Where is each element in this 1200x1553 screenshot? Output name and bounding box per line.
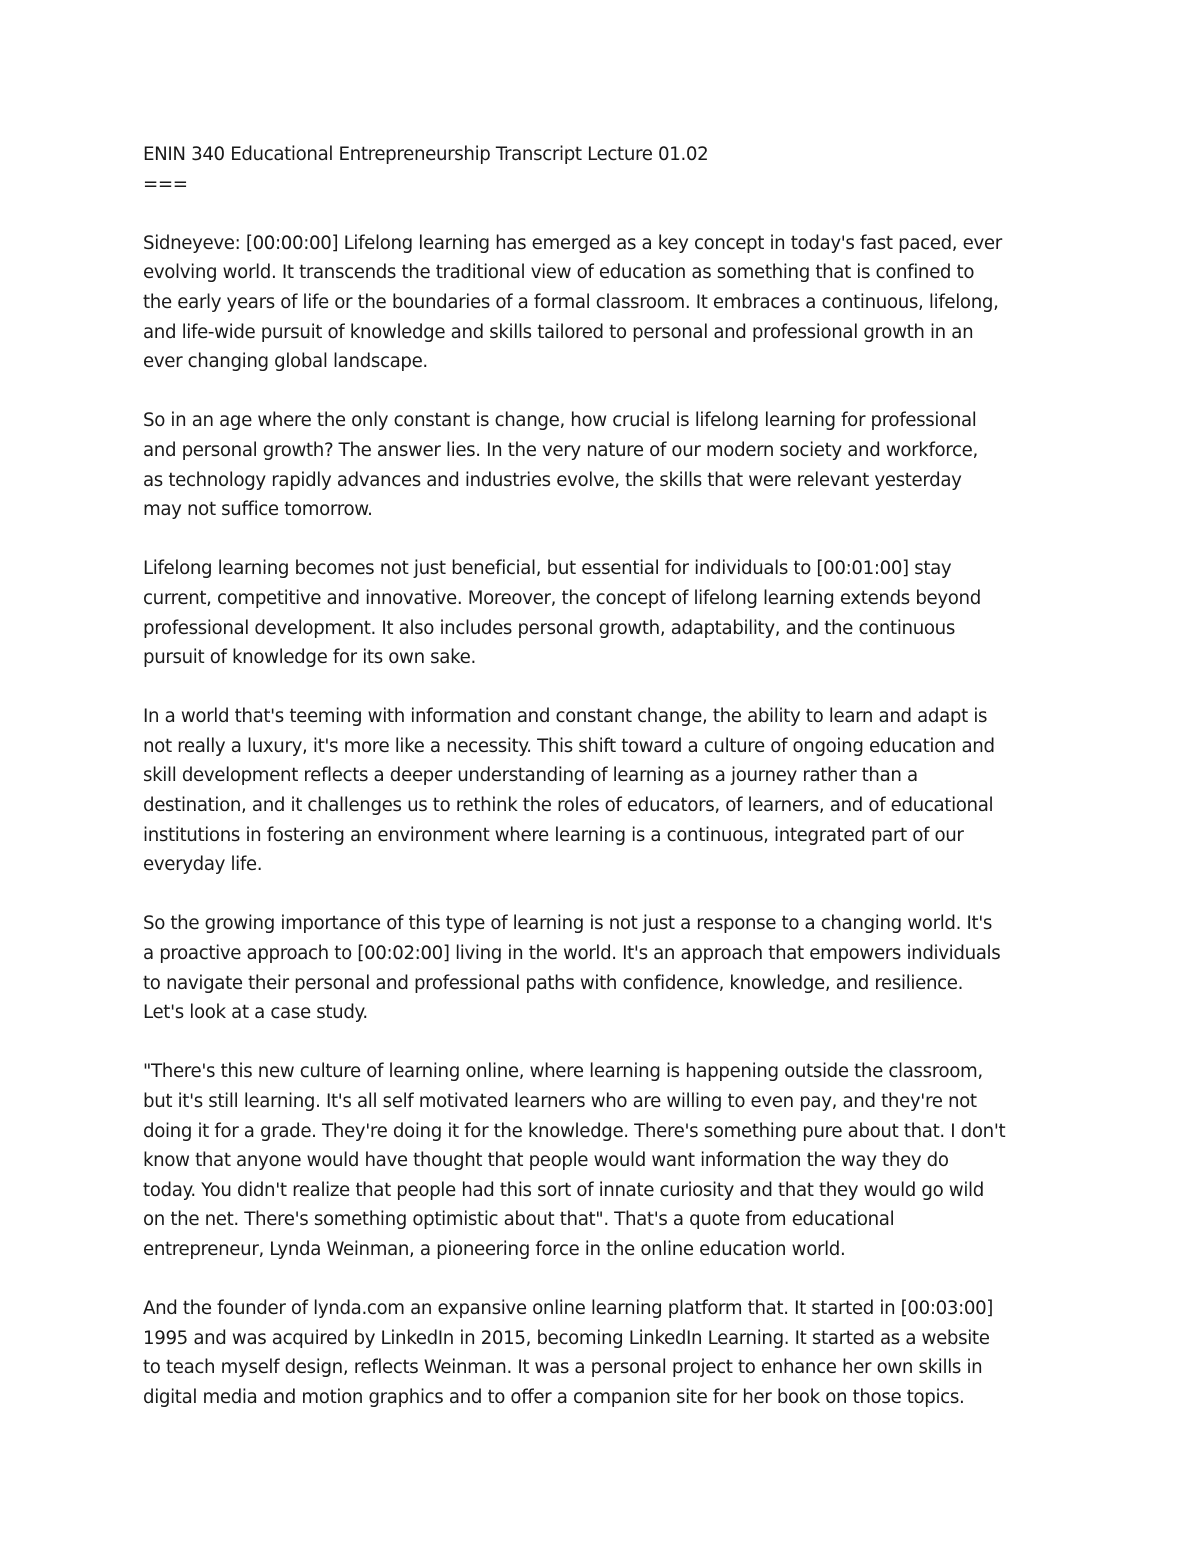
paragraph: Sidneyeve: [00:00:00] Lifelong learning has emerged as a key concept in today's fast paced, ever evolving world. It transcends the traditional view of education as something that is confined to the early years of life or the boundaries of a formal classroom. It embraces a continuous, lifelong, and life-wide pursuit of knowledge and skills tailored to personal and professional growth in an ever changing global landscape. <box>143 232 1002 373</box>
paragraph: So in an age where the only constant is change, how crucial is lifelong learning for professional and personal growth? The answer lies. In the very nature of our modern society and workforce, as technology rapidly advances and industries evolve, the skills that were relevant yesterday may not suffice tomorrow. <box>143 410 978 521</box>
paragraph: "There's this new culture of learning online, where learning is happening outside the classroom, but it's still learning. It's all self motivated learners who are willing to even pay, and they're not doing it for a grade. They're doing it for the knowledge. There's something pure about that. I don't know that anyone would have thought that people would want information the way they do today. You didn't realize that people had this sort of innate curiosity and that they would go wild on the net. There's something optimistic about that". That's a quote from educational entrepreneur, Lynda Weinman, a pioneering force in the online education world. <box>143 1061 1006 1260</box>
spacer <box>143 199 1063 229</box>
paragraph: And the founder of lynda.com an expansive online learning platform that. It started in [00:03:00] 1995 and was acquired by LinkedIn in 2015, becoming LinkedIn Learning. It started as a website to teach myself design, reflects Weinman. It was a personal project to enhance her own skills in digital media and motion graphics and to offer a companion site for her book on those topics. <box>143 1298 994 1408</box>
document-body <box>143 140 1063 1442</box>
title-separator: === <box>143 173 188 195</box>
paragraph: Lifelong learning becomes not just beneficial, but essential for individuals to [00:01:00] stay current, competitive and innovative. Moreover, the concept of lifelong learning extends beyond professional development. It also includes personal growth, adaptability, and the continuous pursuit of knowledge for its own sake. <box>143 558 981 669</box>
document-title: ENIN 340 Educational Entrepreneurship Transcript Lecture 01.02 <box>143 144 709 165</box>
paragraph: So the growing importance of this type of learning is not just a response to a changing world. It's a proactive approach to [00:02:00] living in the world. It's an approach that empowers individuals to navigate their personal and professional paths with confidence, knowledge, and resilience. Let's look at a case study. <box>143 913 1001 1024</box>
paragraph: In a world that's teeming with information and constant change, the ability to learn and adapt is not really a luxury, it's more like a necessity. This shift toward a culture of ongoing education and skill development reflects a deeper understanding of learning as a journey rather than a destination, and it challenges us to rethink the roles of educators, of learners, and of educational institutions in fostering an environment where learning is a continuous, integrated part of our everyday life. <box>143 706 995 876</box>
